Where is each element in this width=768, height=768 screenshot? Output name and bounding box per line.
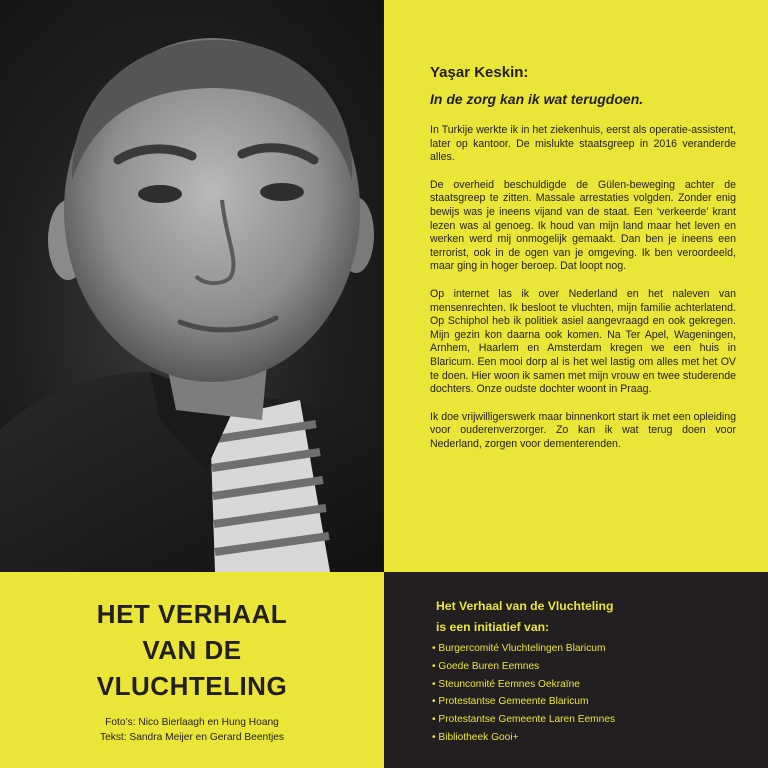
text-credit: Tekst: Sandra Meijer en Gerard Beentjes bbox=[99, 732, 285, 743]
story-paragraph: De overheid beschuldigde de Gülen-beweging achter de staatsgreep te zitten. Massale arrestaties volgden. Zonder enig bewijs was je ineens vijand van de staat. Een ‘verkeerde’ krant lezen was al genoeg. Ik houd van mijn land maar het leven en werken werd mij onmogelijk gemaakt. Dan ben je ineens een terrorist, ook in de ogen van je omgeving. Ik ben veroordeeld, maar ging in hoger beroep. Dat loopt nog. bbox=[430, 178, 736, 273]
title-panel bbox=[0, 572, 384, 768]
person-name: Yaşar Keskin: bbox=[430, 64, 529, 81]
initiative-panel bbox=[384, 572, 768, 768]
story-paragraph: Ik doe vrijwilligerswerk maar binnenkort start ik met een opleiding voor ouderenverzorger. Zo kan ik wat terug doen voor Nederland, zorgen voor dementerenden. bbox=[430, 410, 736, 450]
organization-item: • Goede Buren Eemnes bbox=[432, 660, 540, 672]
series-title bbox=[0, 596, 384, 704]
organization-item: • Protestantse Gemeente Blaricum bbox=[432, 696, 589, 708]
credits bbox=[0, 715, 384, 745]
organization-item: • Steuncomité Eemnes Oekraïne bbox=[432, 678, 580, 690]
series-title-line: VLUCHTELING bbox=[96, 671, 288, 701]
series-title-line: HET VERHAAL bbox=[96, 599, 288, 629]
story-content bbox=[430, 64, 736, 465]
photo-credit: Foto’s: Nico Bierlaagh en Hung Hoang bbox=[105, 717, 279, 728]
organization-list bbox=[432, 640, 732, 747]
portrait-illustration bbox=[0, 0, 384, 572]
organization-item: • Burgercomité Vluchtelingen Blaricum bbox=[432, 643, 606, 654]
organization-item: • Bibliotheek Gooi+ bbox=[432, 731, 519, 743]
organization-item: • Protestantse Gemeente Laren Eemnes bbox=[432, 714, 616, 726]
initiative-heading-line: Het Verhaal van de Vluchteling bbox=[436, 599, 614, 613]
portrait-photo bbox=[0, 0, 384, 572]
story-paragraph: Op internet las ik over Nederland en het naleven van mensenrechten. Ik besloot te vluchten, mijn familie achterlatend. Op Schiphol heb ik politiek asiel aangevraagd en ook gekregen. Mijn gezin kon daarna ook komen. Na Ter Apel, Wageningen, Arnhem, Haarlem en Amsterdam kregen we een huis in Blaricum. Een mooi dorp al is het wel lastig om alles met het OV te doen. Hier woon ik samen met mijn vrouw en twee studerende dochters. Onze oudste dochter woont in Praag. bbox=[430, 287, 736, 396]
series-title-line: VAN DE bbox=[142, 635, 242, 665]
initiative-heading bbox=[436, 596, 736, 638]
person-quote: In de zorg kan ik wat terugdoen. bbox=[430, 91, 644, 107]
initiative-heading-line: is een initiatief van: bbox=[436, 620, 550, 634]
story-paragraph: In Turkije werkte ik in het ziekenhuis, eerst als operatie-assistent, later op kantoor. De mislukte staatsgreep in 2016 veranderde alles. bbox=[430, 124, 736, 164]
story-panel bbox=[384, 0, 768, 572]
